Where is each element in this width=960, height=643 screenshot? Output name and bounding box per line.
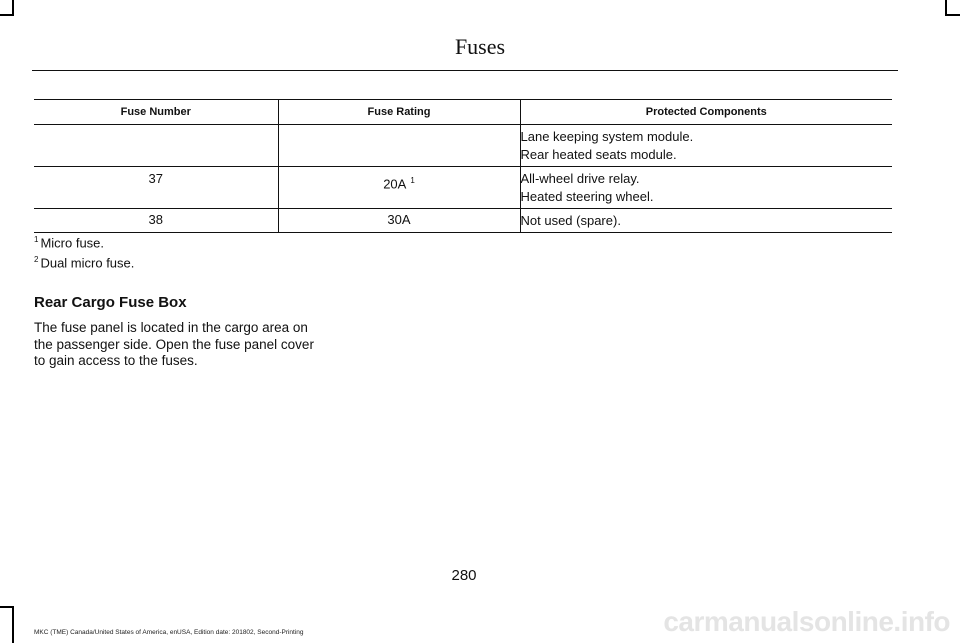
table-row (34, 125, 892, 167)
page-number: 280 (451, 567, 477, 584)
crop-mark-top-right-horizontal (945, 14, 960, 16)
column-header-fuse-number: Fuse Number (34, 100, 278, 125)
component-line: Heated steering wheel. (520, 189, 654, 204)
footnote-mark: 1 (34, 235, 39, 244)
protected-components-cell (520, 167, 892, 209)
footnote (34, 235, 104, 250)
column-header-fuse-rating: Fuse Rating (278, 100, 520, 125)
header-rule (32, 70, 898, 71)
crop-mark-top-left-horizontal (0, 14, 14, 16)
fuse-number-cell (34, 167, 278, 209)
fuse-rating-footnote-mark: 1 (410, 176, 415, 185)
component-line: All-wheel drive relay. (520, 171, 640, 186)
crop-mark-bottom-left-horizontal (0, 606, 14, 608)
fuse-rating-cell (278, 125, 520, 167)
fuse-number: 38 (148, 212, 163, 227)
table-header-row (34, 100, 892, 125)
fuse-number-cell (34, 209, 278, 233)
footnote-text: Dual micro fuse. (40, 255, 135, 271)
fuse-number-cell (34, 125, 278, 167)
fuse-number: 37 (148, 171, 163, 186)
footnote (34, 255, 134, 270)
fuse-table (34, 99, 892, 233)
protected-components-cell (520, 209, 892, 233)
section-paragraph: The fuse panel is located in the cargo area on the passenger side. Open the fuse panel cover to gain access to the fuses. (34, 320, 314, 368)
table-row (34, 209, 892, 233)
table-row (34, 167, 892, 209)
footnote-text: Micro fuse. (40, 235, 105, 251)
component-line: Not used (spare). (520, 213, 621, 228)
column-header-protected-components: Protected Components (520, 100, 892, 125)
footnote-mark: 2 (34, 255, 39, 264)
component-line: Rear heated seats module. (520, 147, 677, 162)
fuse-rating-cell (278, 209, 520, 233)
fuse-rating: 30A (387, 212, 411, 227)
watermark: carmanualsonline.info (663, 606, 950, 637)
crop-mark-bottom-left-vertical (12, 606, 14, 643)
section-heading: Rear Cargo Fuse Box (34, 294, 187, 311)
page-title: Fuses (454, 34, 506, 59)
fuse-rating: 20A (383, 176, 407, 192)
edition-footer: MKC (TME) Canada/United States of America, enUSA, Edition date: 201802, Second-Printing (34, 629, 304, 636)
component-line: Lane keeping system module. (520, 129, 694, 144)
fuse-rating-cell (278, 167, 520, 209)
protected-components-cell (520, 125, 892, 167)
